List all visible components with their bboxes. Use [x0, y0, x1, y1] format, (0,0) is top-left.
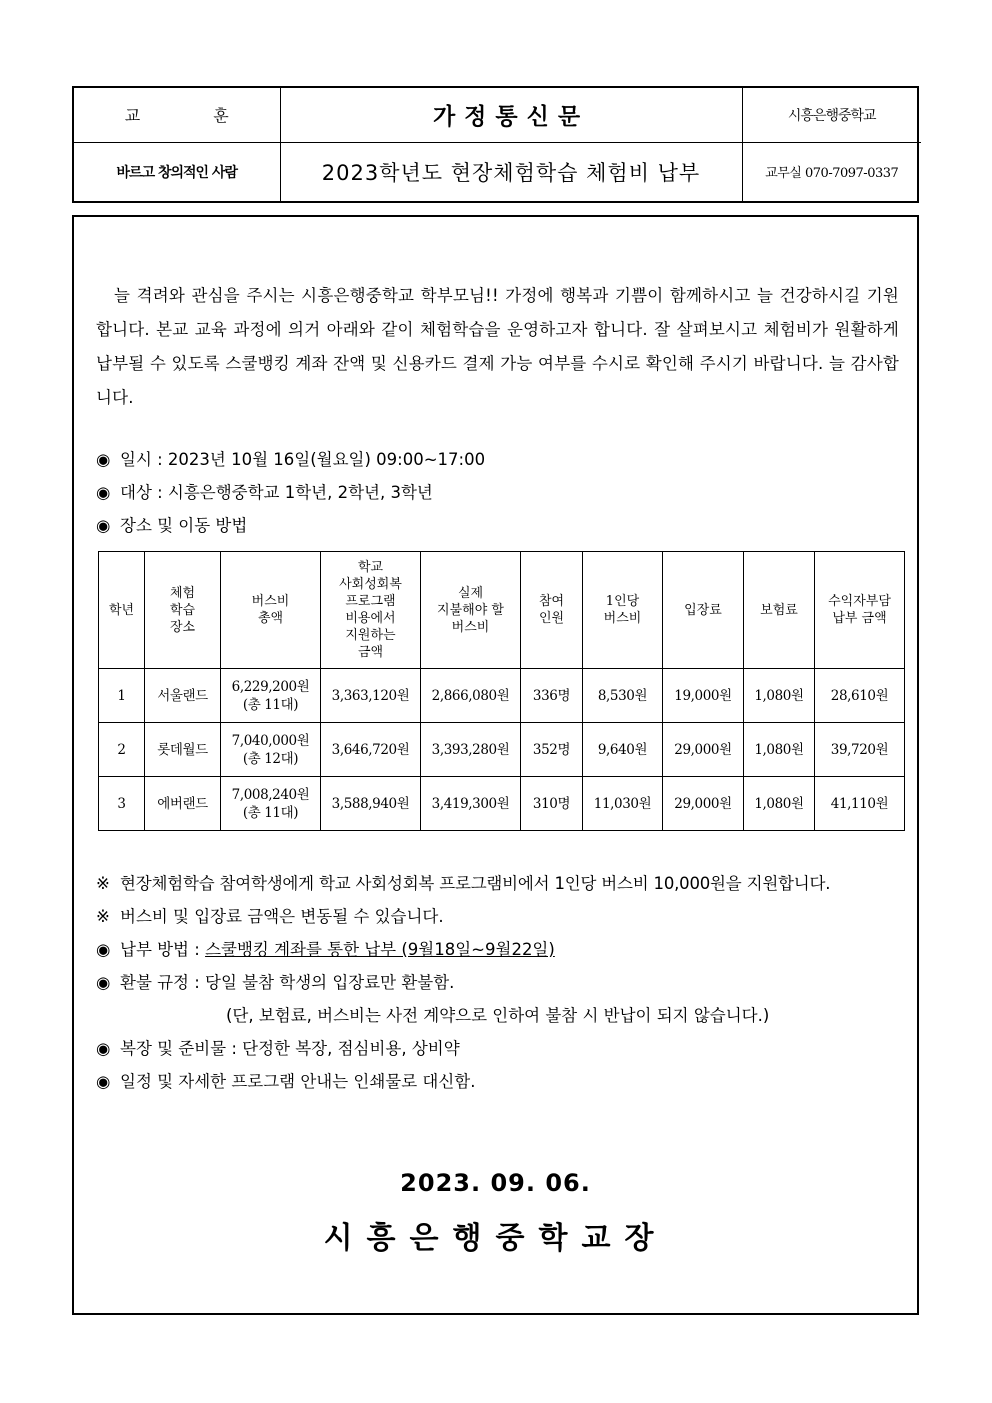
table-cell: 1 [99, 669, 145, 723]
table-cell: 352명 [521, 723, 583, 777]
info-refund [96, 966, 899, 999]
schedule-text: 일시 : 2023년 10월 16일(월요일) 09:00~17:00 [120, 450, 486, 469]
table-row [99, 777, 905, 831]
table-cell: 3,363,120원 [321, 669, 421, 723]
table-body [99, 669, 905, 831]
refund-text: 환불 규정 : 당일 불참 학생의 입장료만 환불함. [120, 973, 455, 992]
table-cell: 6,229,200원 (총 11대) [221, 669, 321, 723]
table-cell: 서울랜드 [145, 669, 221, 723]
bullet-icon: ◉ [96, 1039, 111, 1058]
table-row [99, 723, 905, 777]
bullet-icon: ◉ [96, 450, 111, 469]
table-cell: 1,080원 [744, 723, 815, 777]
table-cell: 3,419,300원 [421, 777, 521, 831]
table-cell: 3,393,280원 [421, 723, 521, 777]
note-icon: ※ [96, 907, 110, 926]
table-cell: 7,008,240원 (총 11대) [221, 777, 321, 831]
table-cell: 336명 [521, 669, 583, 723]
table-cell: 29,000원 [663, 777, 744, 831]
info-supplies [96, 1032, 899, 1065]
info-place [96, 509, 899, 542]
bullet-icon: ◉ [96, 516, 111, 535]
table-cell: 8,530원 [583, 669, 663, 723]
intro-paragraph: 늘 격려와 관심을 주시는 시흥은행중학교 학부모님!! 가정에 행복과 기쁨이 함께하시고 늘 건강하시길 기원합니다. 본교 교육 과정에 의거 아래와 같이 체험학습을 운영하고자 합니다. 잘 살펴보시고 체험비가 원활하게 납부될 수 있도록 스쿨뱅킹 계좌 잔액 및 신용카드 결제 가능 여부를 수시로 확인해 주시기 바랍니다. 늘 감사합니다. [96, 286, 899, 407]
note-support-text: 현장체험학습 참여학생에게 학교 사회성회복 프로그램비에서 1인당 버스비 10,000원을 지원합니다. [120, 874, 831, 893]
table-header-cell: 참여 인원 [521, 552, 583, 669]
table-cell: 2,866,080원 [421, 669, 521, 723]
bullet-icon: ◉ [96, 483, 111, 502]
table-cell: 9,640원 [583, 723, 663, 777]
table-cell: 3,588,940원 [321, 777, 421, 831]
note-change [96, 900, 899, 933]
table-cell: 11,030원 [583, 777, 663, 831]
fee-table [98, 551, 905, 831]
place-text: 장소 및 이동 방법 [120, 516, 248, 535]
table-header-cell: 학년 [99, 552, 145, 669]
table-header-cell: 체험 학습 장소 [145, 552, 221, 669]
school-name: 시흥은행중학교 [742, 88, 921, 142]
payment-label: 납부 방법 : [120, 940, 206, 959]
table-header-row [99, 552, 905, 669]
bullet-icon: ◉ [96, 940, 111, 959]
main-content [72, 215, 919, 1315]
table-header-cell: 입장료 [663, 552, 744, 669]
program-text: 일정 및 자세한 프로그램 안내는 인쇄물로 대신함. [120, 1072, 476, 1091]
table-header-cell: 버스비 총액 [221, 552, 321, 669]
issue-date: 2023. 09. 06. [400, 1169, 591, 1197]
table-header-cell: 수익자부담 납부 금액 [815, 552, 905, 669]
info-list [96, 443, 899, 542]
table-cell: 3 [99, 777, 145, 831]
school-motto: 바르고 창의적인 사람 [74, 142, 280, 201]
target-text: 대상 : 시흥은행중학교 1학년, 2학년, 3학년 [120, 483, 433, 502]
table-cell: 41,110원 [815, 777, 905, 831]
supplies-text: 복장 및 준비물 : 단정한 복장, 점심비용, 상비약 [120, 1039, 460, 1058]
payment-method: 스쿨뱅킹 계좌를 통한 납부 (9월18일~9월22일) [205, 940, 555, 959]
motto-label: 교 훈 [74, 88, 280, 142]
document-title: 가정통신문 [280, 88, 742, 142]
principal-signature: 시흥은행중학교장 [323, 1221, 668, 1256]
bullet-icon: ◉ [96, 1072, 111, 1091]
notes-list [96, 867, 899, 1098]
note-change-text: 버스비 및 입장료 금액은 변동될 수 있습니다. [120, 907, 444, 926]
table-header-cell: 실제 지불해야 할 버스비 [421, 552, 521, 669]
table-header-cell: 학교 사회성회복 프로그램 비용에서 지원하는 금액 [321, 552, 421, 669]
bullet-icon: ◉ [96, 973, 111, 992]
header-table [72, 86, 919, 203]
table-row [99, 669, 905, 723]
table-cell: 에버랜드 [145, 777, 221, 831]
info-target [96, 476, 899, 509]
info-program [96, 1065, 899, 1098]
table-cell: 7,040,000원 (총 12대) [221, 723, 321, 777]
document-subject: 2023학년도 현장체험학습 체험비 납부 [280, 142, 742, 201]
note-icon: ※ [96, 874, 110, 893]
refund-detail: (단, 보험료, 버스비는 사전 계약으로 인하여 불참 시 반납이 되지 않습니다.) [226, 1006, 770, 1025]
table-cell: 28,610원 [815, 669, 905, 723]
table-cell: 39,720원 [815, 723, 905, 777]
table-header-cell: 1인당 버스비 [583, 552, 663, 669]
info-schedule [96, 443, 899, 476]
table-cell: 1,080원 [744, 777, 815, 831]
table-cell: 29,000원 [663, 723, 744, 777]
table-cell: 19,000원 [663, 669, 744, 723]
table-cell: 3,646,720원 [321, 723, 421, 777]
table-header-cell: 보험료 [744, 552, 815, 669]
table-cell: 1,080원 [744, 669, 815, 723]
note-support [96, 867, 899, 900]
table-cell: 2 [99, 723, 145, 777]
table-cell: 310명 [521, 777, 583, 831]
table-cell: 롯데월드 [145, 723, 221, 777]
info-payment [96, 933, 899, 966]
office-phone: 교무실 070-7097-0337 [742, 142, 921, 201]
